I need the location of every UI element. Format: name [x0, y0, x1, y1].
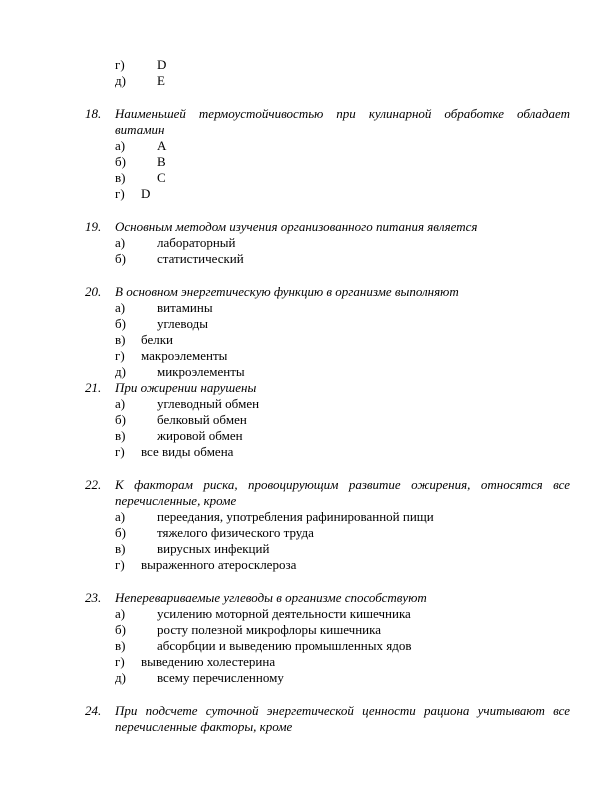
question-number: 21. — [85, 380, 102, 395]
option-text: усилению моторной деятельности кишечника — [157, 606, 411, 621]
option-text: абсорбции и выведению промышленных ядов — [157, 638, 412, 653]
option-text: росту полезной микрофлоры кишечника — [157, 622, 381, 637]
option-text: D — [141, 186, 151, 201]
option-letter: б) — [115, 154, 126, 169]
option-letter: в) — [115, 170, 126, 185]
option-letter: д) — [115, 670, 126, 685]
option-letter: г) — [115, 557, 125, 572]
option-letter: г) — [115, 57, 125, 72]
option-letter: г) — [115, 654, 125, 669]
option-text: B — [157, 154, 166, 169]
option-text: вирусных инфекций — [157, 541, 270, 556]
option-letter: а) — [115, 235, 126, 250]
option-letter: в) — [115, 428, 126, 443]
option-letter: в) — [115, 541, 126, 556]
option-letter: б) — [115, 412, 126, 427]
question-text-line: В основном энергетическую функцию в организме выполняют — [115, 284, 459, 299]
option-text: всему перечисленному — [157, 670, 284, 685]
option-letter: г) — [115, 348, 125, 363]
option-text: статистический — [157, 251, 244, 266]
question-number: 20. — [85, 284, 102, 299]
option-letter: б) — [115, 316, 126, 331]
question-number: 19. — [85, 219, 102, 234]
option-text: макроэлементы — [141, 348, 228, 363]
question-number: 22. — [85, 477, 102, 492]
option-letter: в) — [115, 638, 126, 653]
option-text: переедания, употребления рафинированной пищи — [157, 509, 434, 524]
option-text: выведению холестерина — [141, 654, 276, 669]
question-text-line: Основным методом изучения организованного питания является — [115, 219, 478, 234]
option-letter: а) — [115, 300, 126, 315]
option-letter: д) — [115, 73, 126, 88]
question-number: 23. — [85, 590, 102, 605]
option-text: все виды обмена — [141, 444, 234, 459]
option-text: лабораторный — [157, 235, 236, 250]
option-text: выраженного атеросклероза — [141, 557, 297, 572]
option-letter: г) — [115, 186, 125, 201]
option-letter: б) — [115, 525, 126, 540]
question-number: 18. — [85, 106, 102, 121]
option-letter: а) — [115, 138, 126, 153]
question-text-line: К факторам риска, провоцирующим развитие ожирения, относятся все — [115, 477, 570, 492]
option-letter: б) — [115, 251, 126, 266]
question-text-line: Неперевариваемые углеводы в организме способствуют — [115, 590, 427, 605]
question-text-line: При подсчете суточной энергетической ценности рациона учитывают все — [115, 703, 570, 718]
question-text-line: Наименьшей термоустойчивостью при кулинарной обработке обладает — [115, 106, 570, 121]
option-letter: а) — [115, 509, 126, 524]
option-letter: б) — [115, 622, 126, 637]
option-text: A — [157, 138, 167, 153]
question-text-line: витамин — [115, 122, 165, 137]
option-letter: а) — [115, 606, 126, 621]
question-text-line: При ожирении нарушены — [115, 380, 257, 395]
option-text: витамины — [157, 300, 213, 315]
option-text: тяжелого физического труда — [157, 525, 314, 540]
option-text: углеводы — [157, 316, 208, 331]
question-number: 24. — [85, 703, 102, 718]
option-text: жировой обмен — [157, 428, 243, 443]
option-letter: в) — [115, 332, 126, 347]
option-letter: г) — [115, 444, 125, 459]
option-text: белковый обмен — [157, 412, 247, 427]
question-text-line: перечисленные, кроме — [115, 493, 237, 508]
question-text-line: перечисленные факторы, кроме — [115, 719, 293, 734]
option-text: E — [157, 73, 165, 88]
option-letter: а) — [115, 396, 126, 411]
option-text: D — [157, 57, 167, 72]
option-text: углеводный обмен — [157, 396, 260, 411]
option-letter: д) — [115, 364, 126, 379]
option-text: белки — [141, 332, 173, 347]
option-text: микроэлементы — [157, 364, 245, 379]
option-text: C — [157, 170, 166, 185]
